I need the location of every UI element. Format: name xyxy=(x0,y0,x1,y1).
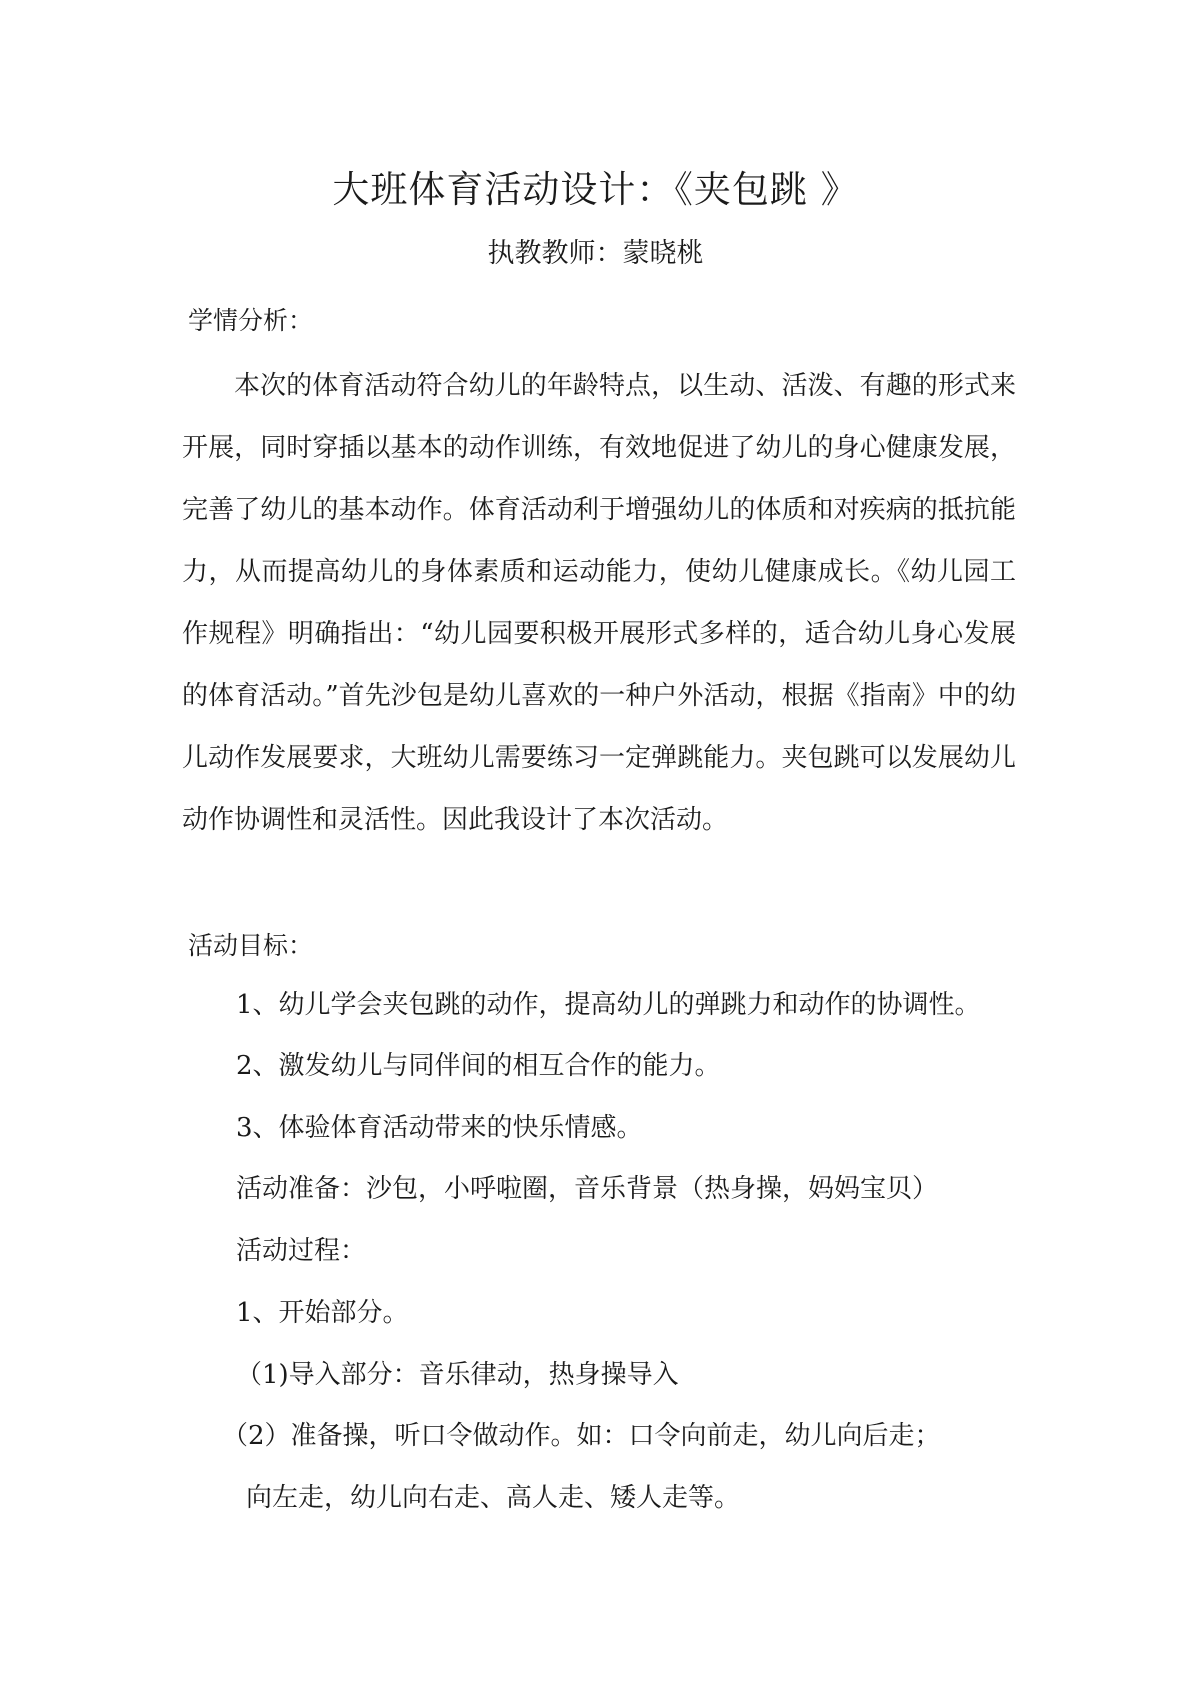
goal-item-3: 3、体验体育活动带来的快乐情感。 xyxy=(236,1113,643,1143)
process-step-1: 1、开始部分。 xyxy=(236,1298,409,1328)
document-title: 大班体育活动设计：《夹包跳 》 xyxy=(332,168,859,211)
process-step-1b-continued: 向左走，幼儿向右走、高人走、矮人走等。 xyxy=(246,1483,741,1513)
process-step-1b: （2）准备操，听口令做动作。如：口令向前走，幼儿向后走； xyxy=(222,1421,941,1451)
analysis-heading: 学情分析： xyxy=(188,306,314,335)
teacher-name: 执教教师：蒙晓桃 xyxy=(487,238,704,269)
analysis-paragraph: 本次的体育活动符合幼儿的年龄特点，以生动、活泼、有趣的形式来开展，同时穿插以基本的动作训练，有效地促进了幼儿的身心健康发展，完善了幼儿的基本动作。体育活动利于增强幼儿的体质和对疾病的抵抗能力，从而提高幼儿的身体素质和运动能力，使幼儿健康成长。《幼儿园工作规程》明确指出：“幼儿园要积极开展形式多样的，适合幼儿身心发展的体育活动。”首先沙包是幼儿喜欢的一种户外活动，根据《指南》中的幼儿动作发展要求，大班幼儿需要练习一定弹跳能力。夹包跳可以发展幼儿动作协调性和灵活性。因此我设计了本次活动。 xyxy=(182,371,1016,835)
process-heading: 活动过程： xyxy=(236,1236,367,1266)
process-step-1a: （1)导入部分：音乐律动，热身操导入 xyxy=(236,1360,679,1390)
activity-preparation: 活动准备：沙包，小呼啦圈，音乐背景（热身操，妈妈宝贝） xyxy=(236,1174,939,1204)
goal-item-1: 1、幼儿学会夹包跳的动作，提高幼儿的弹跳力和动作的协调性。 xyxy=(236,990,981,1020)
goal-item-2: 2、激发幼儿与同伴间的相互合作的能力。 xyxy=(236,1051,721,1081)
goals-heading: 活动目标： xyxy=(188,931,314,960)
